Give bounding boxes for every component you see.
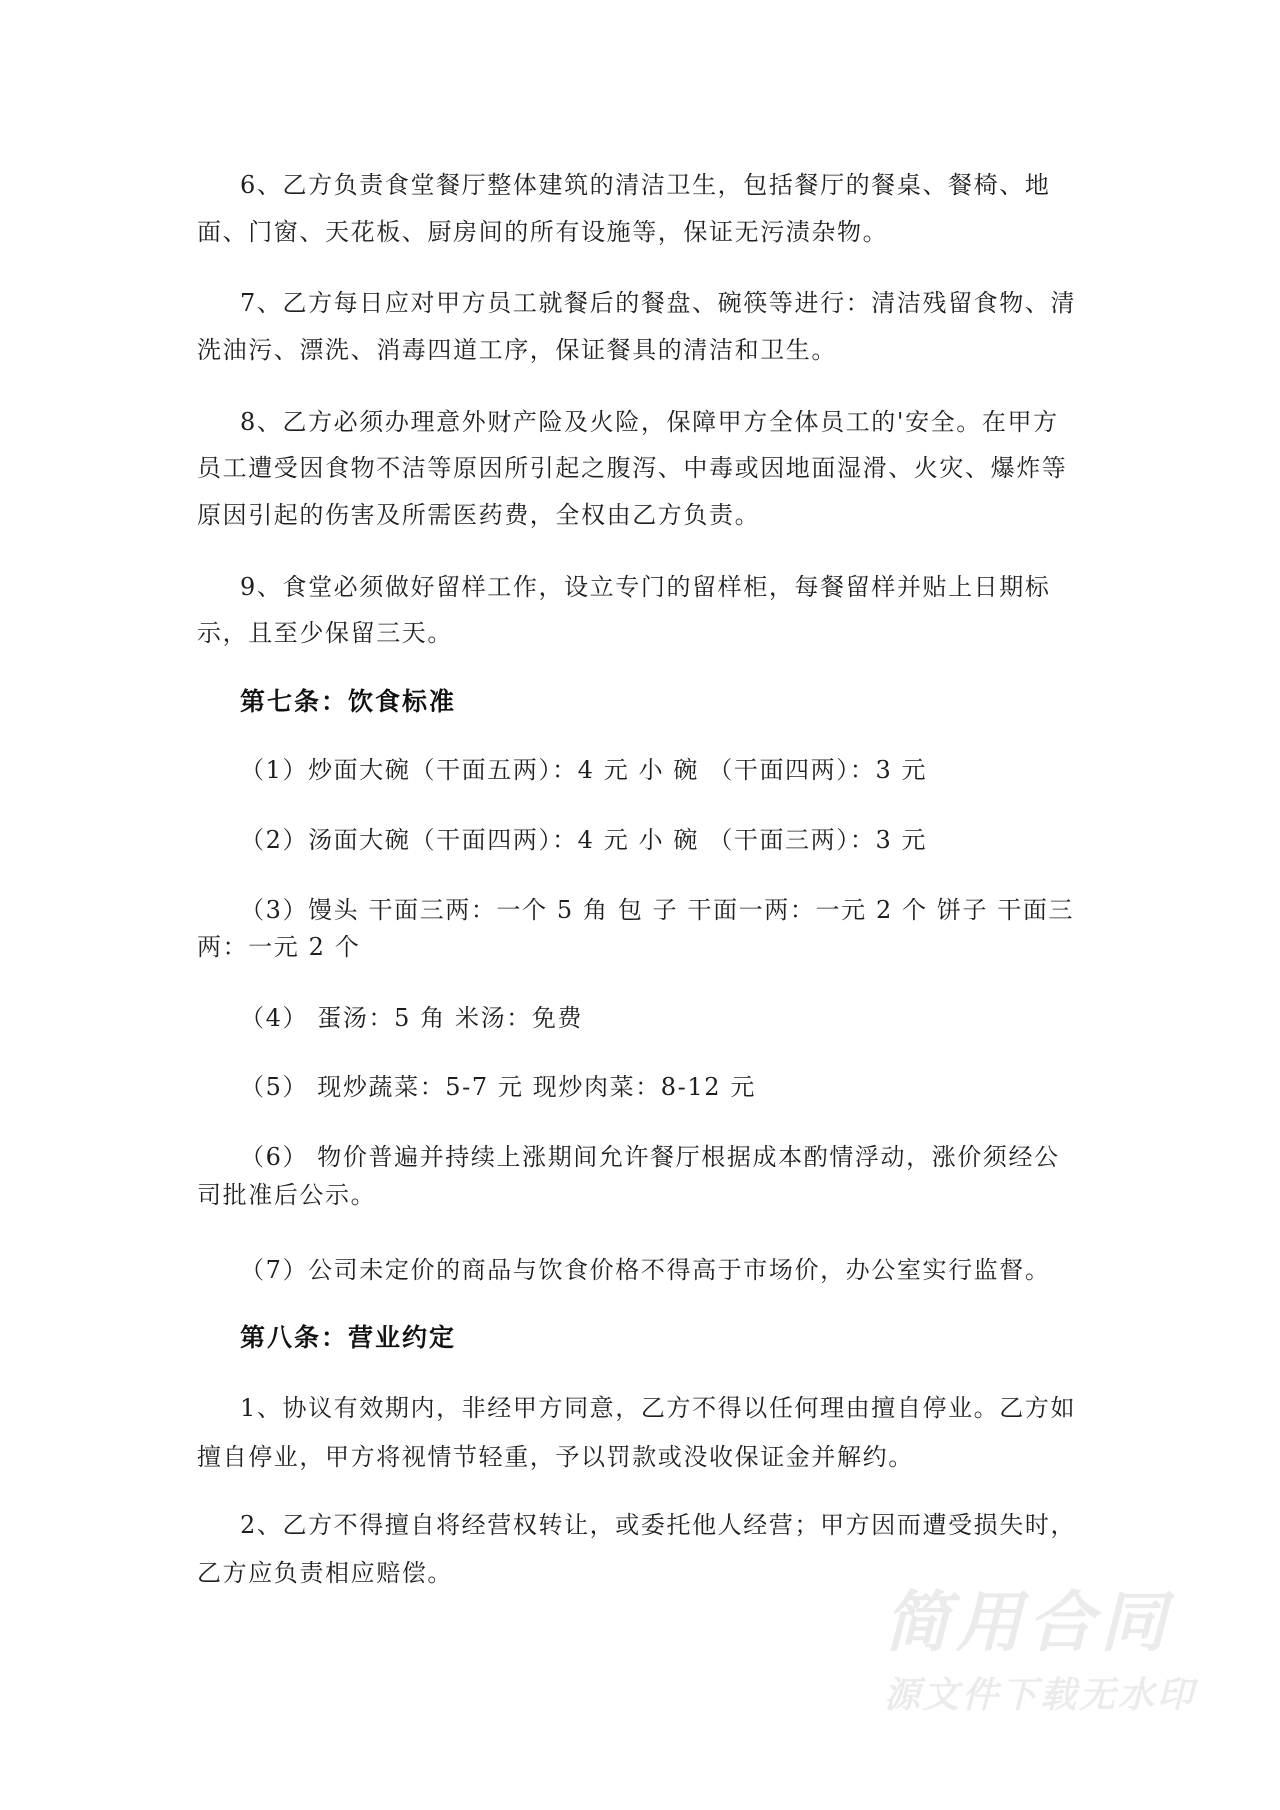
text-line: 示，且至少保留三天。 bbox=[197, 619, 453, 647]
price-item-5: （5） 现炒蔬菜：5-7 元 现炒肉菜：8-12 元 bbox=[240, 1073, 756, 1101]
text-line: 9、食堂必须做好留样工作，设立专门的留样柜，每餐留样并贴上日期标 bbox=[240, 573, 1051, 601]
text-line: 乙方应负责相应赔偿。 bbox=[197, 1559, 453, 1587]
price-item-2: （2）汤面大碗（干面四两）：4 元 小 碗 （干面三两）：3 元 bbox=[240, 826, 928, 854]
text-line: 两：一元 2 个 bbox=[197, 933, 361, 961]
text-line: 8、乙方必须办理意外财产险及火险，保障甲方全体员工的'安全。在甲方 bbox=[240, 408, 1059, 436]
watermark-title: 简用合同 bbox=[884, 1584, 1172, 1661]
price-item-7: （7）公司未定价的商品与饮食价格不得高于市场价，办公室实行监督。 bbox=[240, 1256, 1051, 1284]
section-heading: 第七条：饮食标准 bbox=[240, 687, 457, 716]
text-line: 原因引起的伤害及所需医药费，全权由乙方负责。 bbox=[197, 501, 761, 529]
text-line: 面、门窗、天花板、厨房间的所有设施等，保证无污渍杂物。 bbox=[197, 218, 889, 246]
text-line: 擅自停业，甲方将视情节轻重，予以罚款或没收保证金并解约。 bbox=[197, 1443, 914, 1471]
text-line: （6） 物价普遍并持续上涨期间允许餐厅根据成本酌情浮动，涨价须经公 bbox=[240, 1143, 1060, 1171]
text-line: 1、协议有效期内，非经甲方同意，乙方不得以任何理由擅自停业。乙方如 bbox=[240, 1394, 1077, 1422]
text-line: 司批准后公示。 bbox=[197, 1181, 377, 1209]
price-item-4: （4） 蛋汤：5 角 米汤：免费 bbox=[240, 1004, 584, 1032]
text-line: 员工遭受因食物不洁等原因所引起之腹泻、中毒或因地面湿滑、火灾、爆炸等 bbox=[197, 454, 1068, 482]
text-line: 洗油污、漂洗、消毒四道工序，保证餐具的清洁和卫生。 bbox=[197, 336, 837, 364]
text-line: 7、乙方每日应对甲方员工就餐后的餐盘、碗筷等进行：清洁残留食物、清 bbox=[240, 289, 1077, 317]
section-heading: 第八条：营业约定 bbox=[240, 1323, 457, 1352]
text-line: 6、乙方负责食堂餐厅整体建筑的清洁卫生，包括餐厅的餐桌、餐椅、地 bbox=[240, 171, 1051, 199]
price-item-1: （1）炒面大碗（干面五两）：4 元 小 碗 （干面四两）：3 元 bbox=[240, 756, 928, 784]
text-line: 2、乙方不得擅自将经营权转让，或委托他人经营；甲方因而遭受损失时， bbox=[240, 1511, 1077, 1539]
text-line: （3）馒头 干面三两：一个 5 角 包 子 干面一两：一元 2 个 饼子 干面三 bbox=[240, 896, 1075, 924]
watermark-subtitle: 源文件下载无水印 bbox=[884, 1675, 1197, 1716]
